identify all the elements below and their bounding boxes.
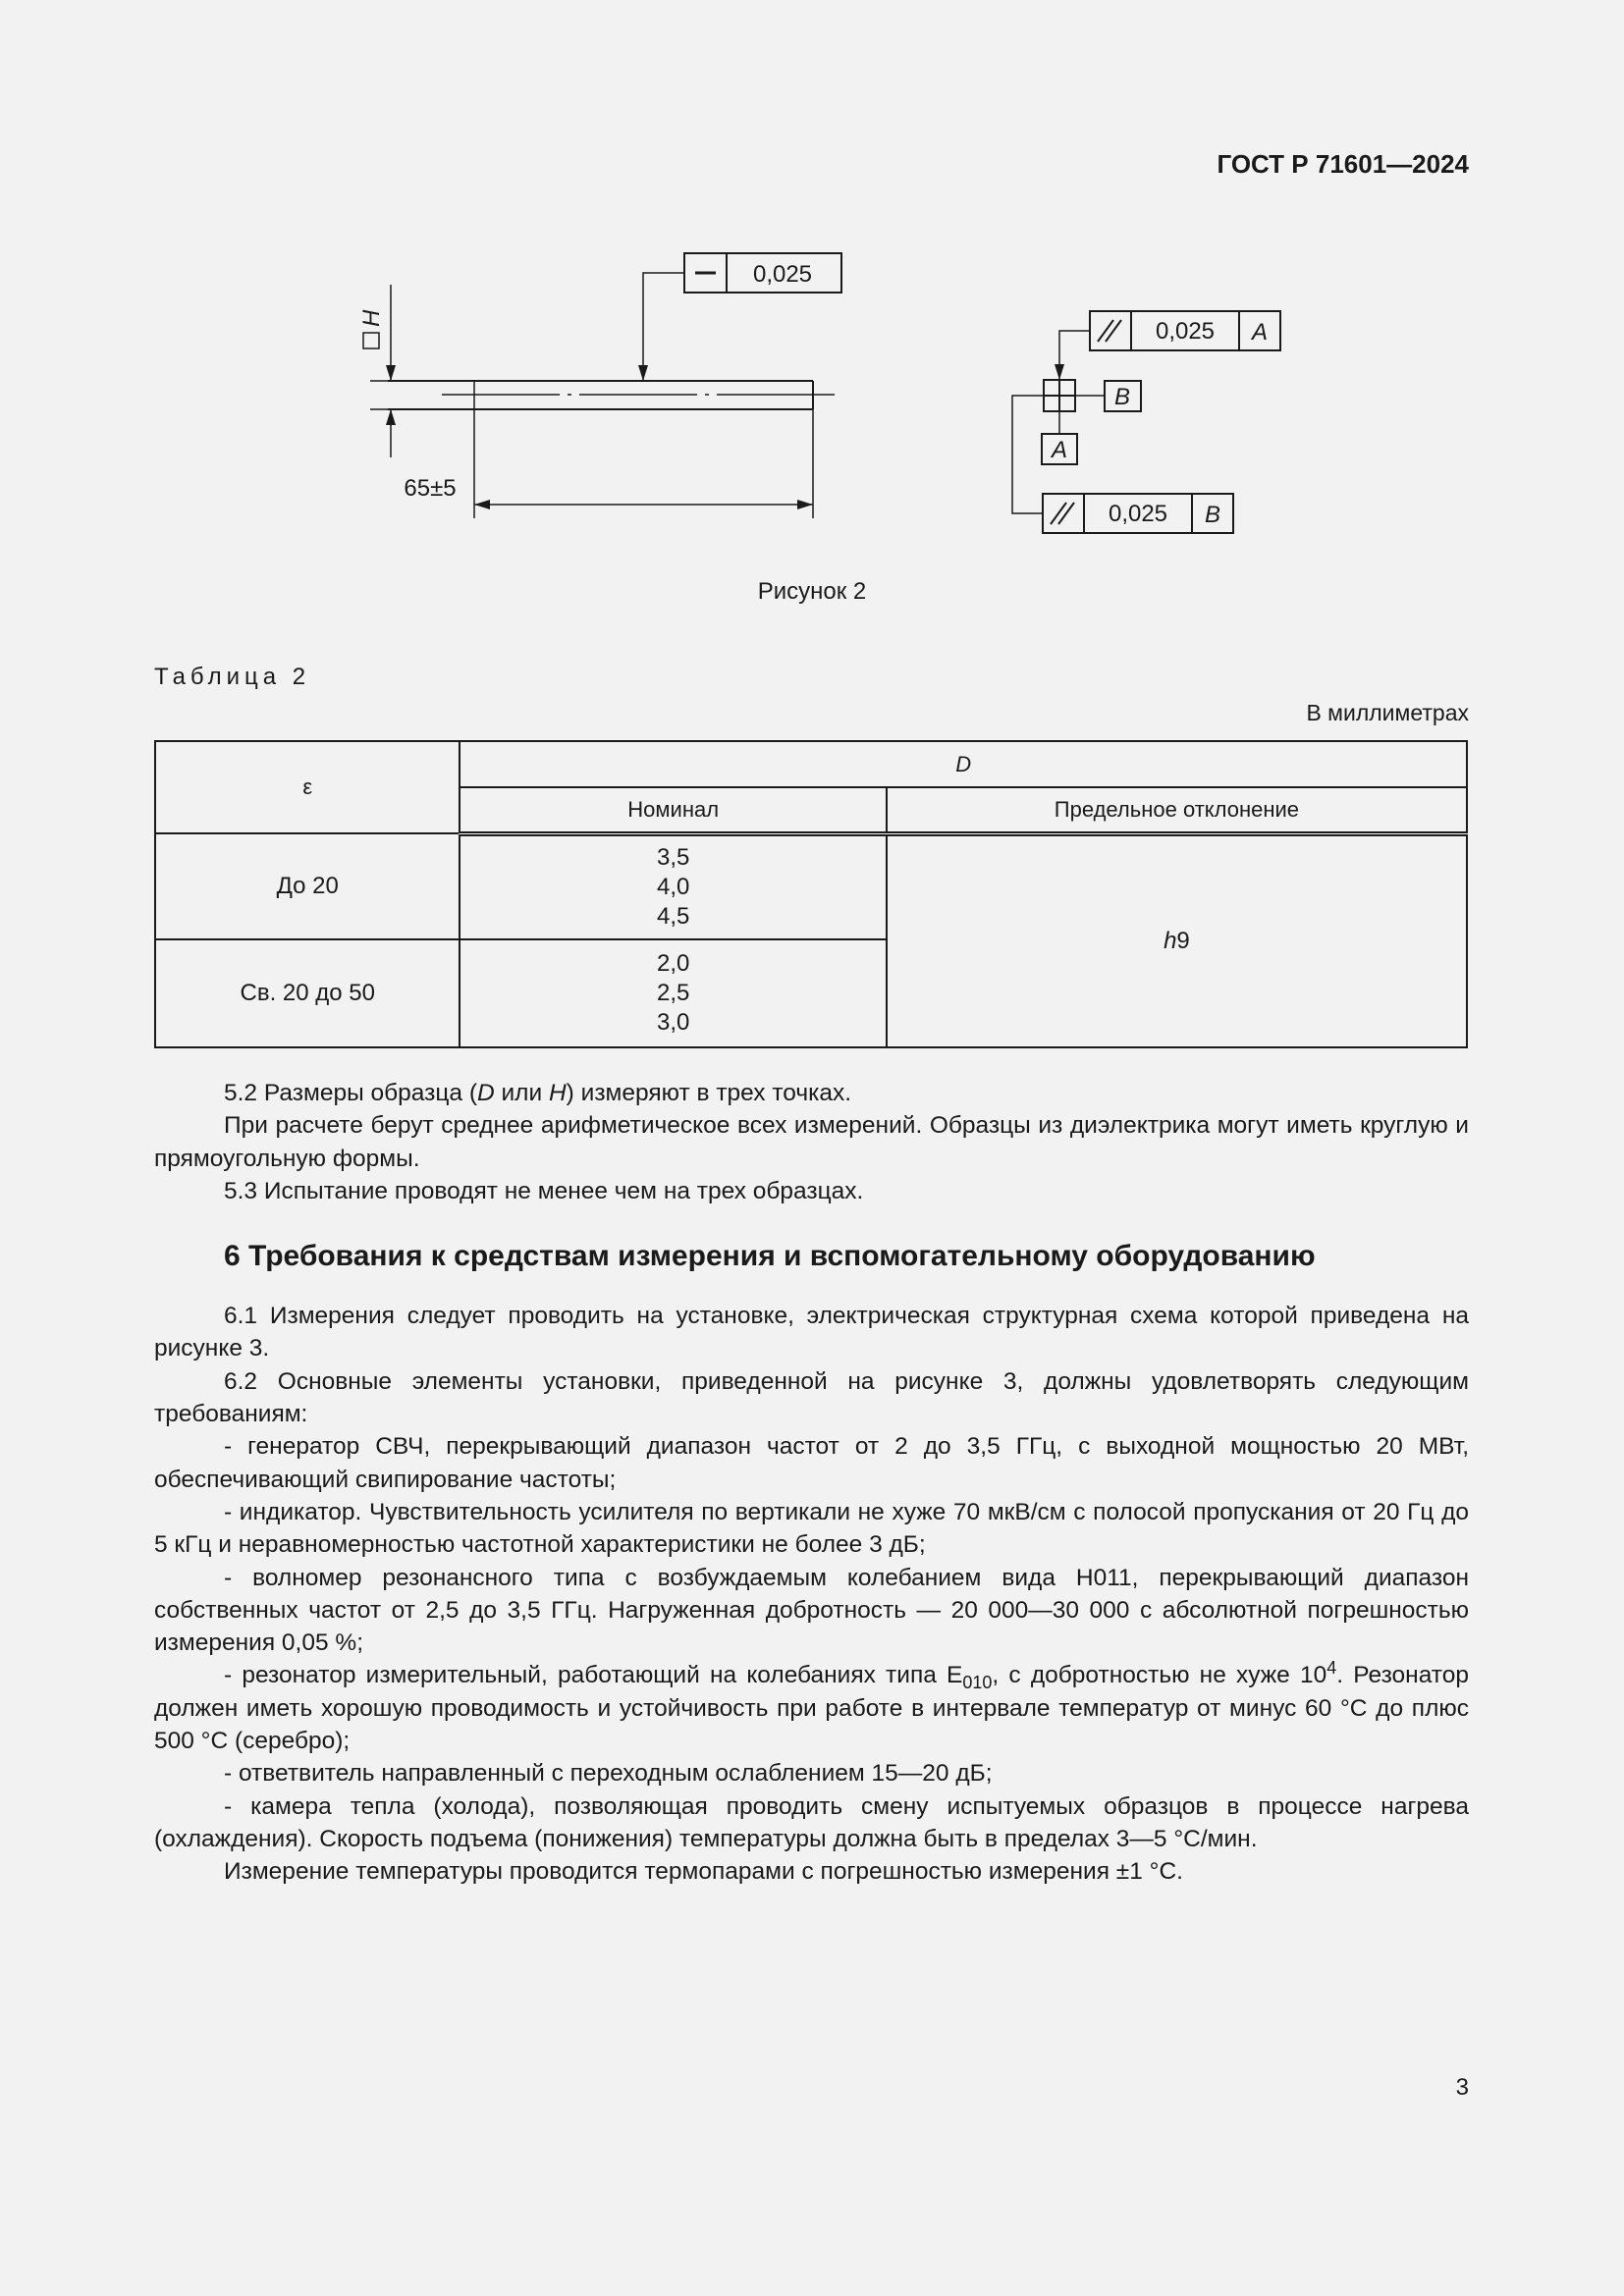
nominal-value: 2,0 xyxy=(656,950,690,977)
header-epsilon: ε xyxy=(155,741,460,833)
table-title: Таблица 2 xyxy=(154,664,311,690)
flatness-value: 0,025 xyxy=(752,261,813,288)
paragraph-5-3: 5.3 Испытание проводят не менее чем на трех образцах. xyxy=(224,1177,864,1204)
length-dimension: 65±5 xyxy=(404,475,457,502)
tolerance-grade: 9 xyxy=(1176,927,1190,954)
nominal-value: 3,0 xyxy=(656,1009,690,1036)
list-item: - ответвитель направленный с переходным ослаблением 15—20 дБ; xyxy=(224,1760,993,1788)
square-section-icon xyxy=(363,333,379,348)
parallel-bottom-datum: B xyxy=(1204,502,1221,528)
page-number: 3 xyxy=(1455,2074,1469,2101)
nominal-value: 4,5 xyxy=(656,902,690,930)
dimensions-table xyxy=(154,740,1468,1048)
list-item: - резонатор измерительный, работающий на колебаниях типа $E_{010}$, с добротностью не хуже $10^4$. Резонатор должен иметь хорошую проводимость и устойчивость при работе в интервале температур от минус 60 °С до плюс 500 °С (серебро); xyxy=(154,1658,1469,1755)
paragraph-5-2: 5.2 Размеры образца (D или H) измеряют в трех точках. xyxy=(224,1080,852,1106)
paragraph-6-1: 6.1 Измерения следует проводить на установке, электрическая структурная схема которой приведена на рисунке 3. xyxy=(154,1303,1469,1362)
paragraph-6-2: 6.2 Основные элементы установки, приведенной на рисунке 3, должны удовлетворять следующим требованиям: xyxy=(154,1367,1469,1428)
table-row xyxy=(155,833,1467,939)
paragraph-temperature: Измерение температуры проводится термопарами с погрешностью измерения ±1 °С. xyxy=(224,1858,1183,1886)
parallel-bottom-value: 0,025 xyxy=(1108,501,1168,527)
range-cell: Св. 20 до 50 xyxy=(155,939,460,1047)
document-header: ГОСТ Р 71601—2024 xyxy=(1217,149,1469,179)
datum-b-label: B xyxy=(1113,384,1131,410)
nominal-cell xyxy=(460,939,886,1047)
nominal-value: 3,5 xyxy=(656,843,690,871)
tolerance-cell xyxy=(887,833,1467,1047)
thickness-label: H xyxy=(358,309,385,327)
range-cell: До 20 xyxy=(155,833,460,939)
table-units: В миллиметрах xyxy=(1306,700,1469,725)
list-item: - генератор СВЧ, перекрывающий диапазон частот от 2 до 3,5 ГГц, с выходной мощностью 20 МВт, обеспечивающий свипирование частоты; xyxy=(154,1433,1469,1493)
parallel-top-datum: A xyxy=(1251,319,1269,346)
list-item: - камера тепла (холода), позволяющая проводить смену испытуемых образцов в процессе нагрева (охлаждения). Скорость подъема (понижения) температуры должна быть в пределах 3—5 °С/мин. xyxy=(154,1792,1469,1852)
list-item: - волномер резонансного типа с возбуждаемым колебанием вида Н011, перекрывающий диапазон собственных частот от 2,5 до 3,5 ГГц. Нагруженная добротность — 20 000—30 000 с абсолютной погрешностью измерения 0,05 %; xyxy=(154,1564,1469,1657)
figure-2 xyxy=(0,0,1624,589)
figure-caption: Рисунок 2 xyxy=(757,578,867,605)
nominal-value: 4,0 xyxy=(656,873,690,900)
list-item: - индикатор. Чувствительность усилителя по вертикали не хуже 70 мкВ/см с полосой пропускания от 20 Гц до 5 кГц и неравномерностью частотной характеристики не более 3 дБ; xyxy=(154,1498,1469,1559)
nominal-cell xyxy=(460,833,886,939)
parallelism-top-icon xyxy=(1098,320,1121,342)
body-text xyxy=(154,1077,1469,1889)
parallel-top-value: 0,025 xyxy=(1155,318,1216,345)
header-nominal: Номинал xyxy=(460,787,886,833)
header-tolerance: Предельное отклонение xyxy=(887,787,1467,833)
tolerance-letter: h xyxy=(1164,927,1177,954)
parallelism-bottom-icon xyxy=(1051,503,1074,524)
header-d: D xyxy=(460,741,1467,787)
datum-a-label: A xyxy=(1051,437,1068,463)
nominal-value: 2,5 xyxy=(656,980,690,1006)
section-6-heading: 6 Требования к средствам измерения и вспомогательному оборудованию xyxy=(224,1240,1316,1273)
paragraph-5-2-cont: При расчете берут среднее арифметическое всех измерений. Образцы из диэлектрика могут иметь круглую и прямоугольную формы. xyxy=(154,1112,1469,1172)
